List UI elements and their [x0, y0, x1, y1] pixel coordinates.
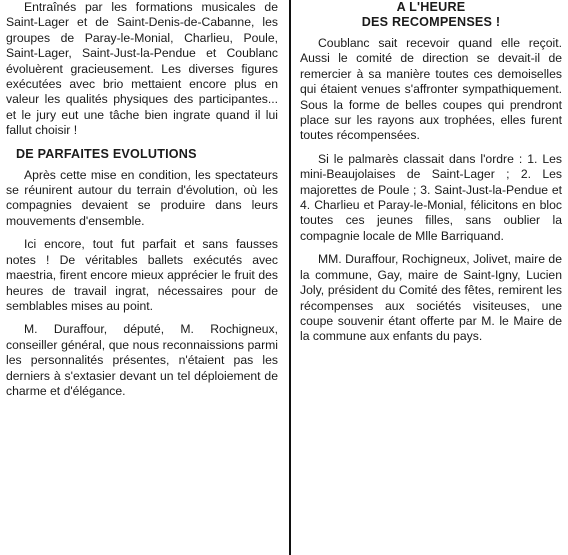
- paragraph-remise-recompenses: MM. Duraffour, Rochigneux, Jolivet, maire de la commune, Gay, maire de Saint-Igny, Lucien Joly, président du Comité des fêtes, remirent les récompenses aux sociétés visiteuses, une coupe souvenir étant offerte par M. le Maire de la commune aux enfants du pays.: [300, 252, 562, 344]
- paragraph-coublanc: Coublanc sait recevoir quand elle reçoit. Aussi le comité de direction se devait-il de remercier à sa manière toutes ces demoiselles qui étaient venues s'affronter sympathiquement. Sous la forme de belles coupes qui prendront place sur les rayons aux trophées, elles furent toutes récompensées.: [300, 36, 562, 143]
- right-column: [300, 0, 562, 353]
- paragraph-duraffour: M. Duraffour, député, M. Rochigneux, conseiller général, que nous reconnaissions parmi les personnalités présentes, n'étaient pas les derniers à s'extasier devant un tel déploiement de charme et d'élégance.: [6, 322, 278, 398]
- heading-parfaites-evolutions: DE PARFAITES EVOLUTIONS: [16, 146, 197, 161]
- column-divider: [289, 0, 291, 555]
- paragraph-ici-encore: Ici encore, tout fut parfait et sans fausses notes ! De véritables ballets exécutés avec maestria, firent encore mieux apprécier le fruit des heures de travail ingrat, nécessaires pour de semblables mises au point.: [6, 237, 278, 313]
- paragraph-intro: Entraînés par les formations musicales de Saint-Lager et de Saint-Denis-de-Cabanne, les groupes de Paray-le-Monial, Charlieu, Poule, Saint-Lager, Saint-Just-la-Pendue et Coublanc évoluèrent gracieusement. Les diverses figures exécutées avec brio mettaient encore plus en valeur les qualités physiques des participantes... et le jury eut une tâche bien ingrate quand il lui fallut choisir !: [6, 0, 278, 138]
- heading-recompenses-line1: A L'HEURE: [396, 0, 466, 14]
- heading-recompenses-line2: DES RECOMPENSES !: [361, 15, 501, 29]
- paragraph-mise-en-condition: Après cette mise en condition, les spectateurs se réunirent autour du terrain d'évolution, où les compagnies devaient se produire dans leurs mouvements d'ensemble.: [6, 167, 278, 228]
- left-column: [6, 0, 278, 405]
- heading-recompenses: [300, 0, 562, 30]
- paragraph-palmares: Si le palmarès classait dans l'ordre : 1. Les mini-Beaujolaises de Saint-Lager ; 2. Les majorettes de Poule ; 3. Saint-Just-la-Pendue et 4. Charlieu et Paray-le-Monial, félicitons en bloc toutes ces jeunes filles, sans oublier la compagnie locale de Mlle Barriquand.: [300, 151, 562, 243]
